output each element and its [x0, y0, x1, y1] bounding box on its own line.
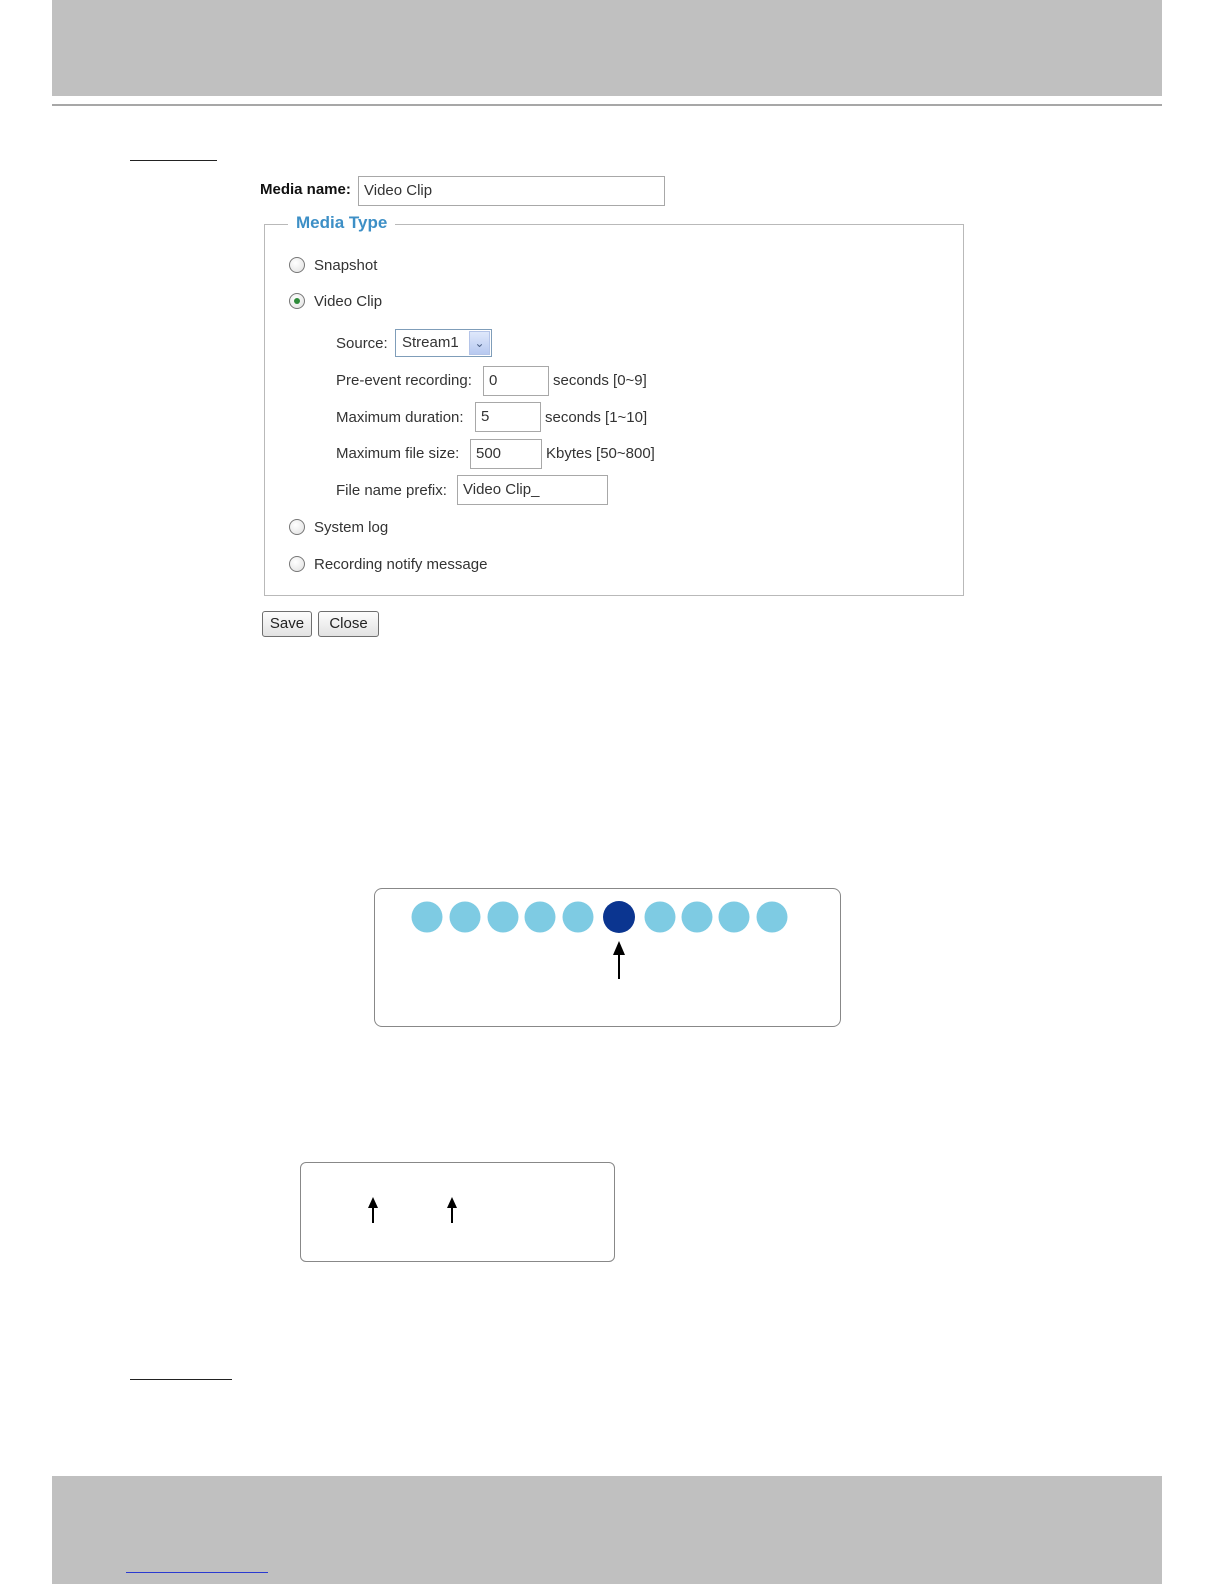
timeline-arrows	[301, 1163, 613, 1259]
section-heading-rule-2	[130, 1379, 232, 1380]
recording-notify-radio[interactable]	[289, 556, 305, 572]
timeline-diagram	[300, 1162, 615, 1262]
recording-notify-label: Recording notify message	[314, 556, 488, 573]
max-file-size-label: Maximum file size:	[336, 445, 460, 462]
frame-dot	[488, 902, 519, 933]
selected-dot-icon	[294, 298, 300, 304]
chevron-down-icon[interactable]: ⌄	[469, 331, 490, 355]
up-arrow-icon	[447, 1197, 457, 1223]
max-duration-label: Maximum duration:	[336, 409, 464, 426]
media-type-legend: Media Type	[288, 213, 395, 233]
section-heading-rule	[130, 160, 217, 161]
frame-dot	[450, 902, 481, 933]
pre-event-input[interactable]: 0	[483, 366, 549, 396]
frame-dot	[757, 902, 788, 933]
frame-buffer-diagram	[374, 888, 841, 1027]
video-clip-label: Video Clip	[314, 293, 383, 310]
frame-dot	[682, 902, 713, 933]
frame-dot	[645, 902, 676, 933]
source-select[interactable]	[395, 329, 492, 357]
video-clip-radio[interactable]	[289, 293, 305, 309]
frame-dot	[719, 902, 750, 933]
pre-event-unit: seconds [0~9]	[553, 372, 647, 389]
max-duration-input[interactable]: 5	[475, 402, 541, 432]
up-arrow-icon	[613, 941, 625, 979]
media-name-label: Media name:	[260, 181, 351, 198]
max-duration-unit: seconds [1~10]	[545, 409, 648, 426]
source-label: Source:	[336, 335, 388, 352]
file-name-prefix-input[interactable]: Video Clip_	[457, 475, 608, 505]
media-name-input[interactable]: Video Clip	[358, 176, 665, 206]
source-select-value: Stream1	[402, 334, 459, 351]
up-arrow-icon	[368, 1197, 378, 1223]
page-footer-band	[52, 1476, 1162, 1584]
frame-dot	[563, 902, 594, 933]
frame-dot	[412, 902, 443, 933]
frame-dots	[375, 889, 839, 1025]
header-rule	[52, 104, 1162, 106]
snapshot-label: Snapshot	[314, 257, 378, 274]
max-file-size-input[interactable]: 500	[470, 439, 542, 469]
file-name-prefix-label: File name prefix:	[336, 482, 447, 499]
save-button[interactable]: Save	[262, 611, 312, 637]
snapshot-radio[interactable]	[289, 257, 305, 273]
max-file-size-unit: Kbytes [50~800]	[546, 445, 655, 462]
system-log-radio[interactable]	[289, 519, 305, 535]
footer-link-underline[interactable]	[126, 1572, 268, 1573]
frame-dot	[525, 902, 556, 933]
system-log-label: System log	[314, 519, 389, 536]
frame-dot-current	[603, 901, 635, 933]
close-button[interactable]: Close	[318, 611, 379, 637]
pre-event-label: Pre-event recording:	[336, 372, 472, 389]
page-header-band	[52, 0, 1162, 96]
